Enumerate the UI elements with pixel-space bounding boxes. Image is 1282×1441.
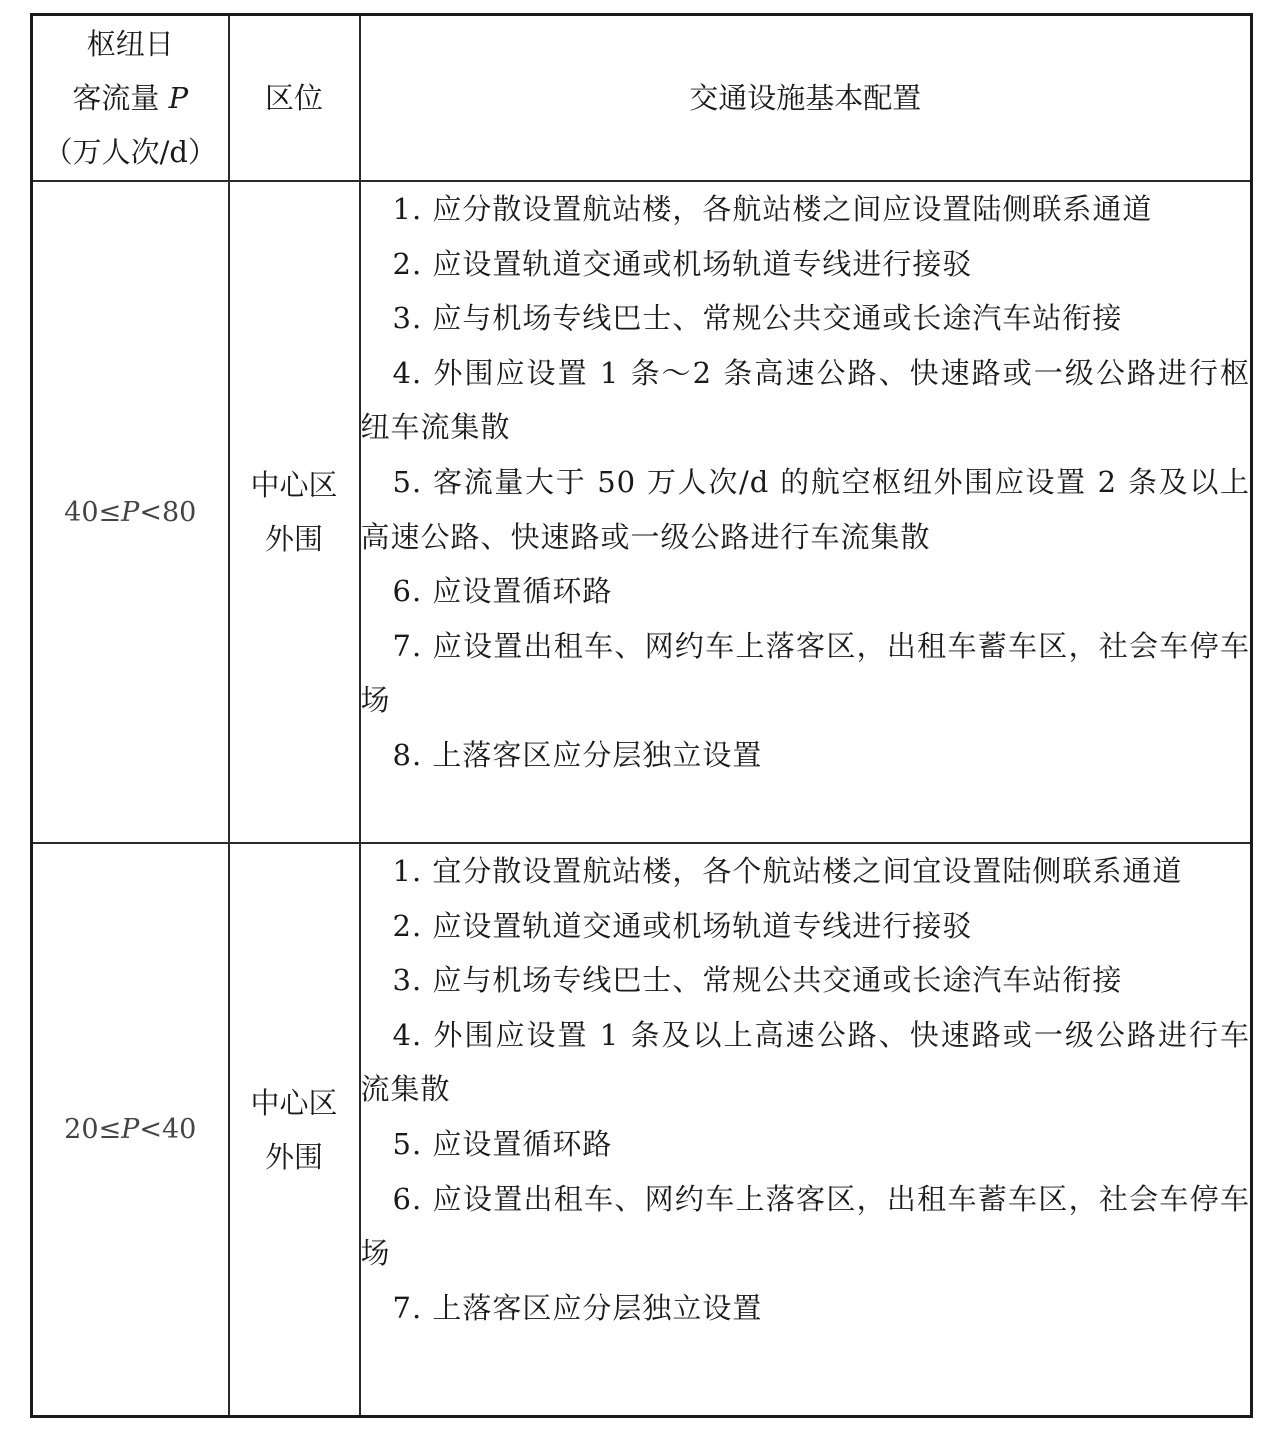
list-item: 7. 上落客区应分层独立设置 bbox=[392, 1290, 763, 1325]
list-item: 8. 上落客区应分层独立设置 bbox=[392, 737, 763, 772]
range-op2: < bbox=[139, 496, 162, 528]
list-item: 4. 外围应设置 1 条及以上高速公路、快速路或一级公路进行车流集散 bbox=[360, 1017, 1250, 1107]
list-item: 7. 应设置出租车、网约车上落客区，出租车蓄车区，社会车停车场 bbox=[360, 628, 1250, 718]
range-op2: < bbox=[139, 1114, 162, 1145]
header-row bbox=[32, 15, 1252, 182]
location-line2: 外围 bbox=[264, 522, 323, 556]
range-var: P bbox=[121, 496, 140, 528]
table-row bbox=[32, 843, 1252, 1417]
header-passenger-flow-label: 客流量 bbox=[72, 81, 160, 115]
range-op1: ≤ bbox=[98, 1114, 122, 1145]
flow-range-cell bbox=[32, 181, 229, 843]
list-item: 6. 应设置出租车、网约车上落客区，出租车蓄车区，社会车停车场 bbox=[360, 1181, 1250, 1271]
range-low: 20 bbox=[64, 1114, 99, 1145]
flow-range-cell bbox=[32, 843, 229, 1417]
list-item: 1. 宜分散设置航站楼，各个航站楼之间宜设置陆侧联系通道 bbox=[392, 854, 1183, 888]
list-item: 4. 外围应设置 1 条～2 条高速公路、快速路或一级公路进行枢纽车流集散 bbox=[360, 355, 1250, 445]
header-facility-config: 交通设施基本配置 bbox=[360, 15, 1252, 182]
header-passenger-flow-var: P bbox=[168, 81, 189, 115]
table-row bbox=[32, 181, 1252, 843]
location-line1: 中心区 bbox=[250, 1085, 338, 1120]
traffic-facility-config-table bbox=[30, 13, 1253, 1418]
header-passenger-flow-unit: （万人次/d） bbox=[43, 135, 217, 169]
list-item: 5. 客流量大于 50 万人次/d 的航空枢纽外围应设置 2 条及以上高速公路、快速路或一级公路进行车流集散 bbox=[360, 464, 1250, 554]
header-passenger-flow-line1: 枢纽日 bbox=[86, 27, 174, 61]
location-line2: 外围 bbox=[264, 1139, 323, 1174]
list-item: 3. 应与机场专线巴士、常规公共交通或长途汽车站衔接 bbox=[392, 963, 1123, 998]
header-passenger-flow bbox=[32, 15, 229, 182]
location-cell bbox=[229, 181, 360, 843]
header-location: 区位 bbox=[229, 15, 360, 182]
range-high: 80 bbox=[161, 496, 197, 528]
range-op1: ≤ bbox=[98, 496, 122, 528]
facility-items-cell bbox=[360, 843, 1252, 1417]
list-item: 2. 应设置轨道交通或机场轨道专线进行接驳 bbox=[392, 908, 973, 943]
list-item: 3. 应与机场专线巴士、常规公共交通或长途汽车站衔接 bbox=[392, 301, 1123, 336]
location-cell bbox=[229, 843, 360, 1417]
header-passenger-flow-line2 bbox=[33, 71, 228, 125]
range-var: P bbox=[121, 1114, 140, 1145]
range-low: 40 bbox=[64, 496, 99, 528]
facility-items-cell bbox=[360, 181, 1252, 843]
list-item: 1. 应分散设置航站楼，各航站楼之间应设置陆侧联系通道 bbox=[392, 192, 1153, 226]
list-item: 2. 应设置轨道交通或机场轨道专线进行接驳 bbox=[392, 246, 973, 281]
range-high: 40 bbox=[161, 1114, 197, 1145]
list-item: 5. 应设置循环路 bbox=[392, 1126, 613, 1161]
location-line1: 中心区 bbox=[250, 468, 338, 502]
list-item: 6. 应设置循环路 bbox=[392, 574, 613, 609]
